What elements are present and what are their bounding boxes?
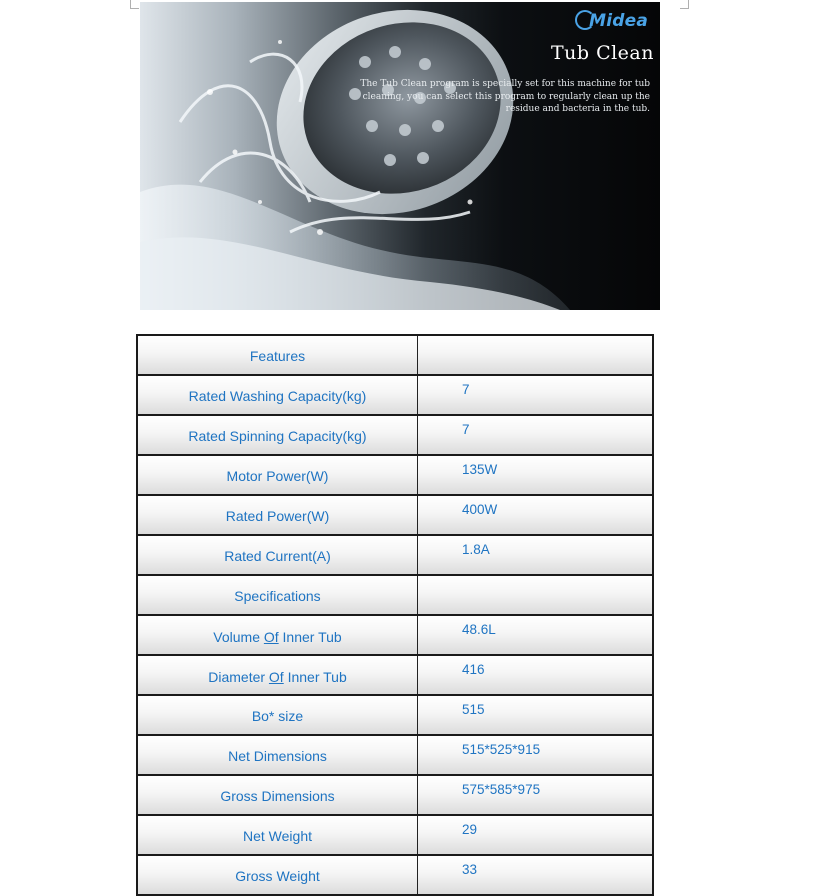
row-label: Net Dimensions: [228, 748, 327, 764]
row-value: 515*525*915: [418, 735, 654, 775]
row-label: Gross Dimensions: [220, 788, 335, 804]
crop-mark-right: [680, 0, 689, 9]
table-row: [137, 815, 653, 855]
midea-logo: Midea: [575, 10, 648, 31]
underlined-word: Of: [268, 669, 284, 685]
table-row: [137, 375, 653, 415]
row-label: Bo* size: [251, 708, 304, 724]
banner-description: The Tub Clean program is specially set for this machine for tub cleaning, you can select this program to regularly clean up the residue and bacteria in the tub.: [360, 79, 650, 114]
table-row: [137, 855, 653, 895]
row-label: Motor Power(W): [226, 468, 329, 484]
table-row: [137, 335, 653, 375]
table-row: [137, 495, 653, 535]
row-label: Rated Washing Capacity(kg): [188, 388, 367, 404]
table-row: [137, 455, 653, 495]
row-label: Features: [249, 348, 306, 364]
row-value: 515: [418, 695, 654, 735]
spec-table: [136, 334, 654, 896]
row-value: 48.6L: [418, 615, 654, 655]
row-value: 29: [418, 815, 654, 855]
row-value: [418, 335, 654, 375]
row-value: 135W: [418, 455, 654, 495]
table-row: [137, 615, 653, 655]
banner-title: Tub Clean: [550, 42, 654, 64]
table-row: [137, 775, 653, 815]
row-value: 7: [418, 375, 654, 415]
underlined-word: Of: [263, 629, 279, 645]
row-value: 33: [418, 855, 654, 895]
row-label: Specifications: [234, 588, 321, 604]
table-row: [137, 535, 653, 575]
row-label: Net Weight: [243, 828, 312, 844]
row-label: Gross Weight: [235, 868, 320, 884]
row-label: Rated Spinning Capacity(kg): [188, 428, 367, 444]
row-value: 7: [418, 415, 654, 455]
row-value: [418, 575, 654, 615]
table-row: [137, 735, 653, 775]
row-value: 416: [418, 655, 654, 695]
row-label: Volume Of Inner Tub: [213, 629, 342, 645]
crop-mark-left: [130, 0, 139, 9]
row-label: Rated Current(A): [224, 548, 331, 564]
table-row: [137, 575, 653, 615]
row-label: Rated Power(W): [225, 508, 330, 524]
table-row: [137, 695, 653, 735]
table-row: [137, 415, 653, 455]
table-row: [137, 655, 653, 695]
row-value: 575*585*975: [418, 775, 654, 815]
row-value: 1.8A: [418, 535, 654, 575]
tub-clean-banner: [140, 2, 660, 310]
row-value: 400W: [418, 495, 654, 535]
row-label: Diameter Of Inner Tub: [208, 669, 347, 685]
